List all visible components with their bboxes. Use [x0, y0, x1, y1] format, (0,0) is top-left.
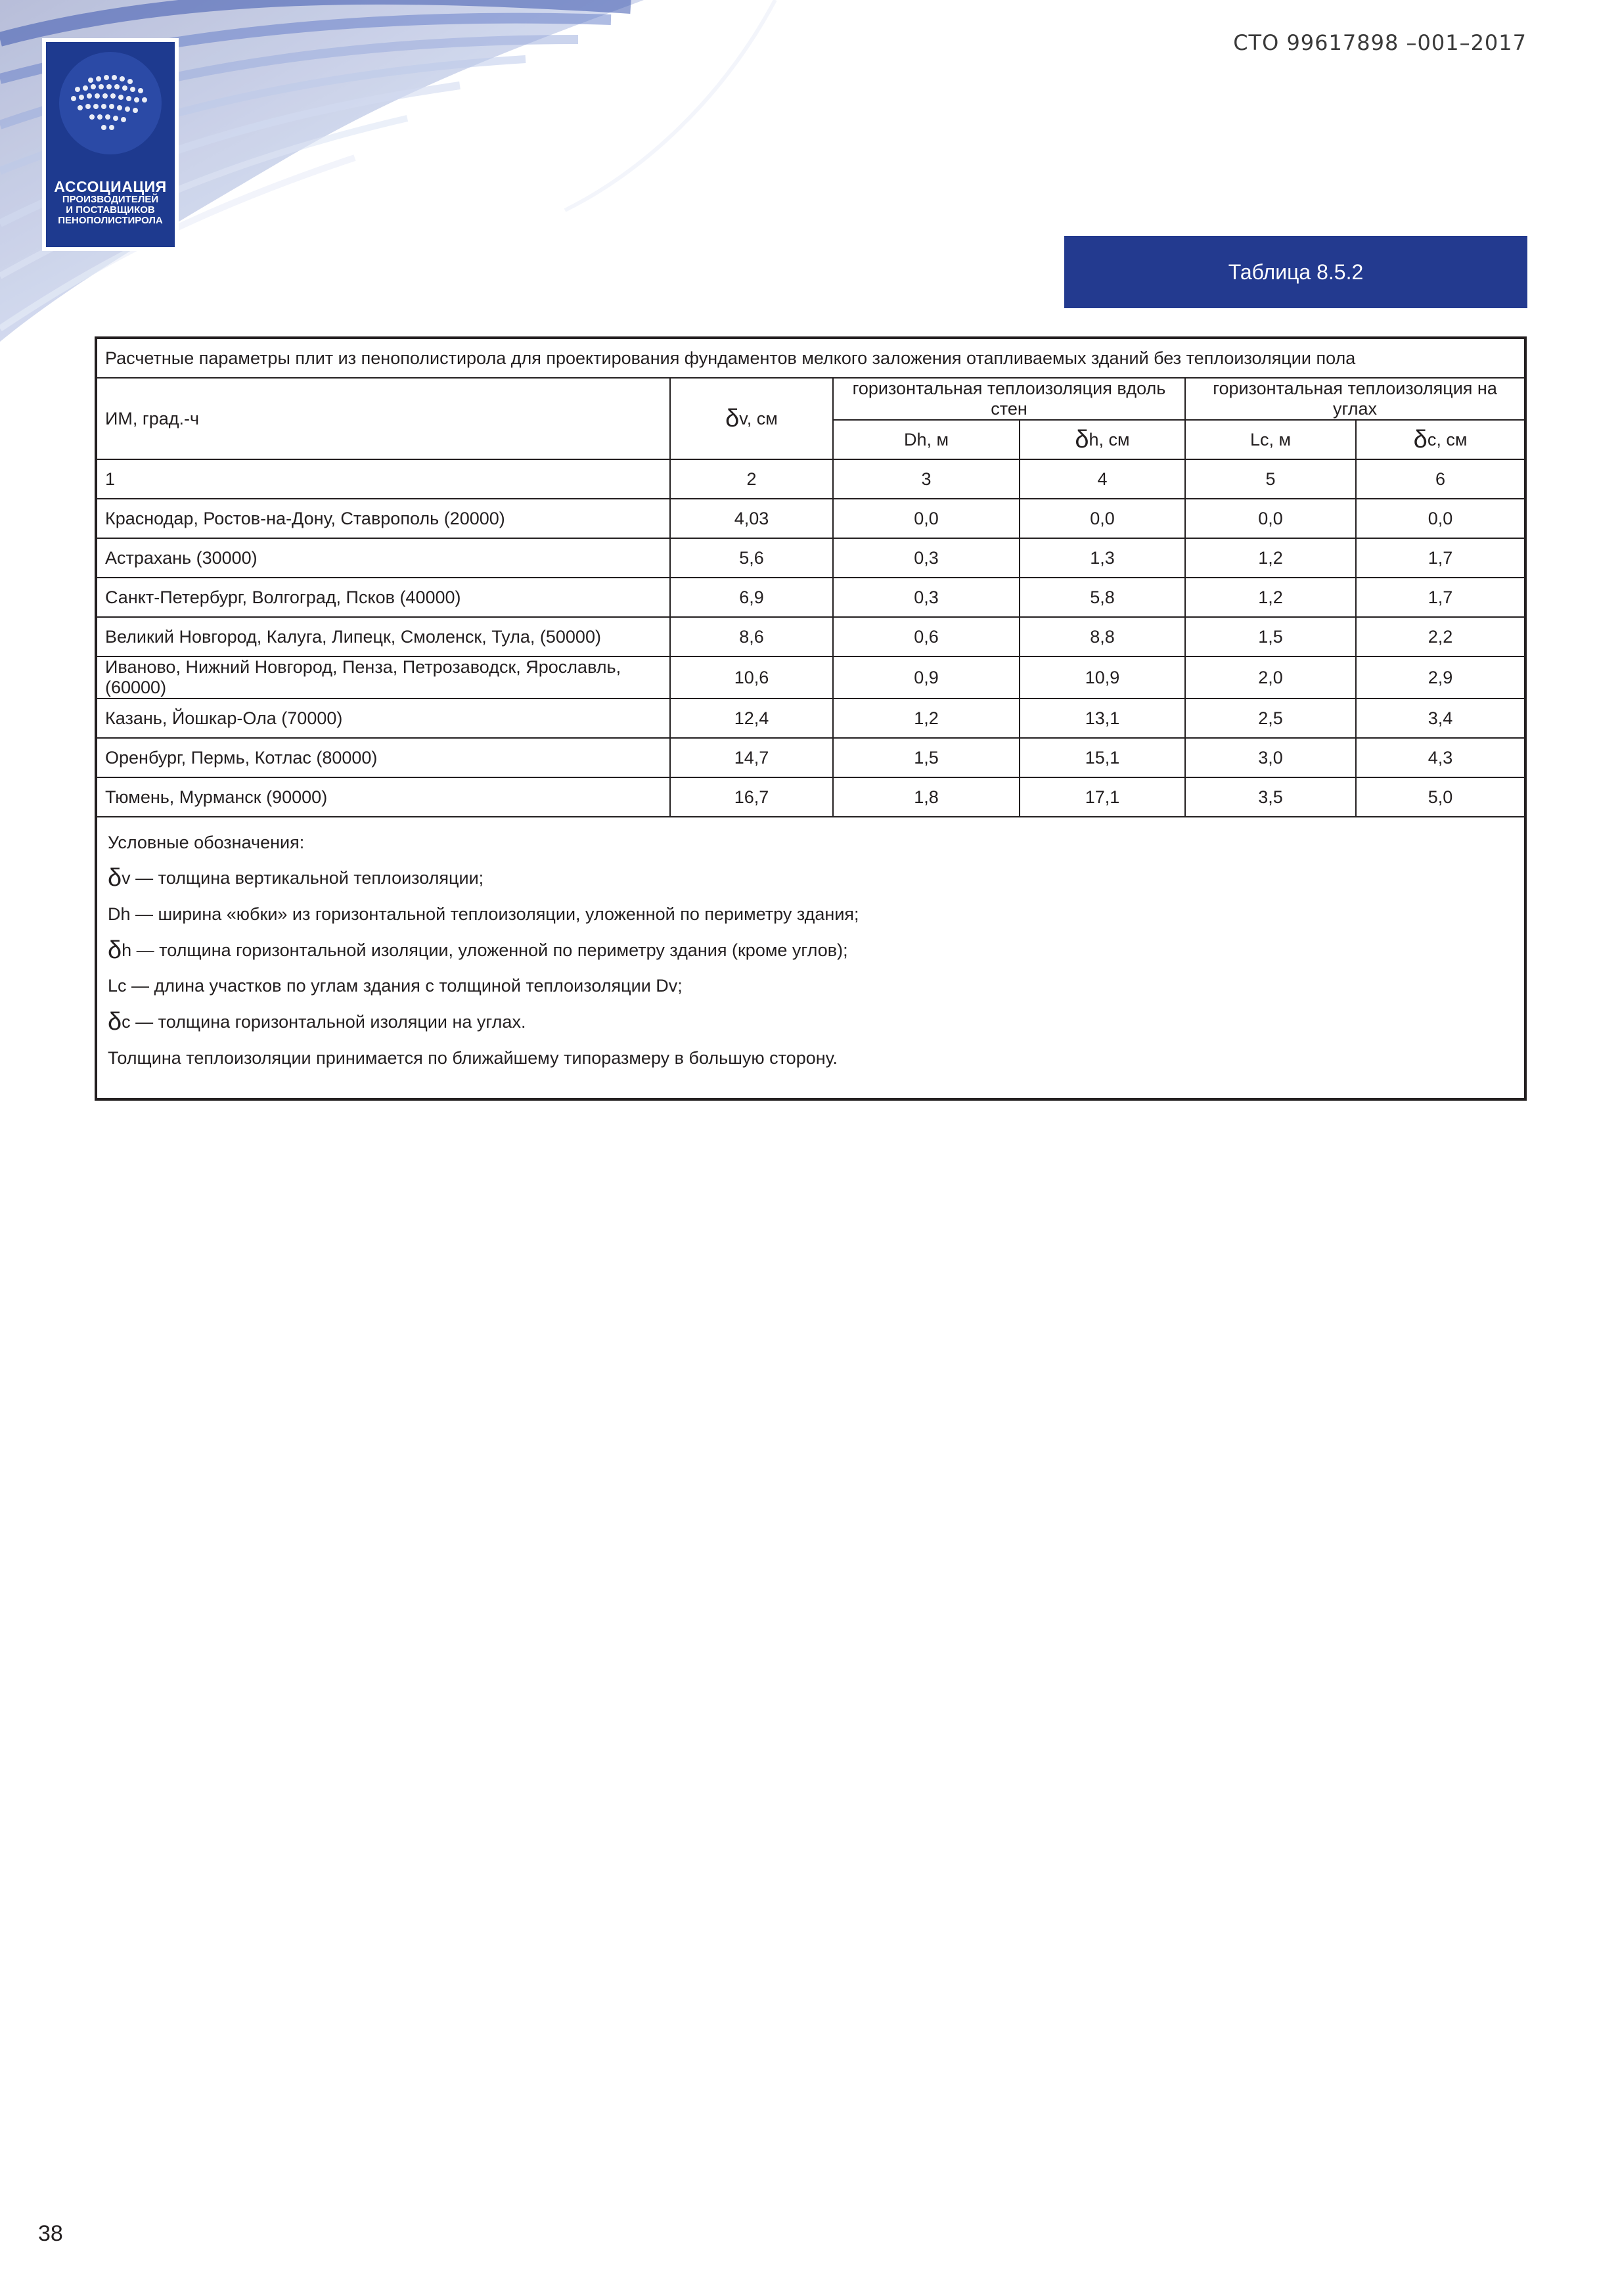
lc-cell: 1,2 — [1185, 578, 1356, 617]
dh-m-cell: 0,3 — [833, 578, 1020, 617]
table-row — [96, 738, 1525, 777]
logo-line-3: И ПОСТАВЩИКОВ — [66, 204, 155, 216]
header-dh-cm — [1020, 420, 1185, 459]
column-number-row — [96, 459, 1525, 499]
dh-cm-cell: 10,9 — [1020, 656, 1185, 699]
dv-cell: 10,6 — [670, 656, 833, 699]
table-row — [96, 499, 1525, 538]
dh-cm-cell: 17,1 — [1020, 777, 1185, 817]
column-number: 4 — [1020, 459, 1185, 499]
header-dc-suffix: c, см — [1427, 429, 1468, 449]
dc-cell: 0,0 — [1356, 499, 1525, 538]
dh-m-cell: 0,0 — [833, 499, 1020, 538]
table-header-row — [96, 378, 1525, 420]
header-dh-suffix: h, см — [1089, 429, 1130, 449]
header-lc: Lc, м — [1185, 420, 1356, 459]
lc-cell: 3,5 — [1185, 777, 1356, 817]
column-number: 3 — [833, 459, 1020, 499]
delta-symbol: δ — [1075, 425, 1089, 453]
legend-text: h — толщина горизонтальной изоляции, уложенной по периметру здания (кроме углов); — [122, 940, 848, 960]
table-number-badge — [1064, 236, 1527, 308]
header-im: ИМ, град.-ч — [96, 378, 670, 459]
table-number-label: Таблица 8.5.2 — [1228, 260, 1364, 284]
delta-symbol: δ — [108, 1007, 122, 1036]
dh-cm-cell: 1,3 — [1020, 538, 1185, 578]
legend-note: Толщина теплоизоляции принимается по ближайшему типоразмеру в большую сторону. — [108, 1047, 838, 1068]
logo-wordmark — [46, 179, 175, 225]
dv-cell: 12,4 — [670, 699, 833, 738]
logo-line-2: ПРОИЗВОДИТЕЛЕЙ — [62, 194, 159, 206]
table-title: Расчетные параметры плит из пенополистирола для проектирования фундаментов мелкого заложения отапливаемых зданий без теплоизоляции пола — [96, 338, 1525, 378]
legend-item — [108, 858, 1514, 900]
dc-cell: 4,3 — [1356, 738, 1525, 777]
table-row — [96, 538, 1525, 578]
header-dv — [670, 378, 833, 459]
header-dh-m: Dh, м — [833, 420, 1020, 459]
legend-heading: Условные обозначения: — [108, 833, 305, 852]
dh-cm-cell: 13,1 — [1020, 699, 1185, 738]
dh-m-cell: 1,5 — [833, 738, 1020, 777]
dv-cell: 8,6 — [670, 617, 833, 656]
dc-cell: 3,4 — [1356, 699, 1525, 738]
dv-cell: 5,6 — [670, 538, 833, 578]
lc-cell: 2,5 — [1185, 699, 1356, 738]
dh-cm-cell: 15,1 — [1020, 738, 1185, 777]
legend-item: Dh — ширина «юбки» из горизонтальной теплоизоляции, уложенной по периметру здания; — [108, 904, 859, 925]
dh-m-cell: 0,3 — [833, 538, 1020, 578]
legend-item — [108, 930, 1514, 972]
lc-cell: 1,5 — [1185, 617, 1356, 656]
dc-cell: 2,9 — [1356, 656, 1525, 699]
dh-m-cell: 1,8 — [833, 777, 1020, 817]
table-row — [96, 777, 1525, 817]
header-group-walls: горизонтальная теплоизоляция вдоль стен — [833, 378, 1185, 420]
table-row — [96, 578, 1525, 617]
city-cell: Астрахань (30000) — [96, 538, 670, 578]
dh-m-cell: 0,6 — [833, 617, 1020, 656]
dc-cell: 1,7 — [1356, 538, 1525, 578]
delta-symbol: δ — [725, 404, 740, 432]
lc-cell: 1,2 — [1185, 538, 1356, 578]
lc-cell: 0,0 — [1185, 499, 1356, 538]
column-number: 1 — [96, 459, 670, 499]
globe-icon — [51, 47, 169, 159]
header-dc — [1356, 420, 1525, 459]
column-number: 6 — [1356, 459, 1525, 499]
header-group-corners: горизонтальная теплоизоляция на углах — [1185, 378, 1525, 420]
legend-item — [108, 1001, 1514, 1044]
column-number: 2 — [670, 459, 833, 499]
dc-cell: 5,0 — [1356, 777, 1525, 817]
dv-cell: 6,9 — [670, 578, 833, 617]
page-number: 38 — [38, 2221, 63, 2246]
legend-item: Lc — длина участков по углам здания с толщиной теплоизоляции Dv; — [108, 976, 683, 996]
parameters-table — [95, 336, 1527, 1101]
logo-line-4: ПЕНОПОЛИСТИРОЛА — [58, 214, 163, 226]
legend-text: v — толщина вертикальной теплоизоляции; — [122, 868, 484, 888]
delta-symbol: δ — [1413, 425, 1428, 453]
delta-symbol: δ — [108, 936, 122, 964]
lc-cell: 3,0 — [1185, 738, 1356, 777]
header-dv-suffix: v, см — [739, 408, 778, 428]
legend — [96, 817, 1525, 1099]
dc-cell: 2,2 — [1356, 617, 1525, 656]
document-number: СТО 99617898 –001–2017 — [1233, 30, 1527, 55]
lc-cell: 2,0 — [1185, 656, 1356, 699]
table-row — [96, 617, 1525, 656]
dh-cm-cell: 0,0 — [1020, 499, 1185, 538]
dv-cell: 4,03 — [670, 499, 833, 538]
dc-cell: 1,7 — [1356, 578, 1525, 617]
table-row — [96, 656, 1525, 699]
city-cell: Тюмень, Мурманск (90000) — [96, 777, 670, 817]
dh-m-cell: 1,2 — [833, 699, 1020, 738]
dv-cell: 14,7 — [670, 738, 833, 777]
city-cell: Краснодар, Ростов-на-Дону, Ставрополь (20000) — [96, 499, 670, 538]
dv-cell: 16,7 — [670, 777, 833, 817]
table-title-row — [96, 338, 1525, 378]
delta-symbol: δ — [108, 864, 122, 892]
association-logo — [46, 42, 175, 247]
dh-cm-cell: 8,8 — [1020, 617, 1185, 656]
column-number: 5 — [1185, 459, 1356, 499]
city-cell: Казань, Йошкар-Ола (70000) — [96, 699, 670, 738]
table-row — [96, 699, 1525, 738]
legend-row — [96, 817, 1525, 1099]
dh-m-cell: 0,9 — [833, 656, 1020, 699]
city-cell: Великий Новгород, Калуга, Липецк, Смоленск, Тула, (50000) — [96, 617, 670, 656]
city-cell: Иваново, Нижний Новгород, Пенза, Петрозаводск, Ярославль, (60000) — [96, 656, 670, 699]
dh-cm-cell: 5,8 — [1020, 578, 1185, 617]
city-cell: Оренбург, Пермь, Котлас (80000) — [96, 738, 670, 777]
logo-line-1: АССОЦИАЦИЯ — [54, 178, 167, 195]
legend-text: c — толщина горизонтальной изоляции на углах. — [122, 1011, 526, 1032]
city-cell: Санкт-Петербург, Волгоград, Псков (40000) — [96, 578, 670, 617]
